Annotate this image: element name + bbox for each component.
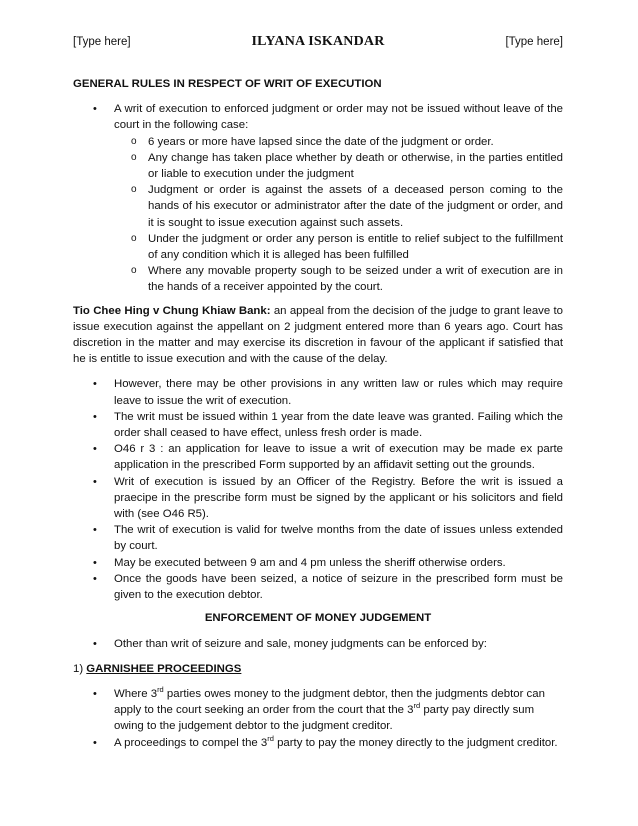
list-item: • The writ must be issued within 1 year from the date leave was granted. Failing which the order shall ceased to have effect, unless fresh order is made. <box>73 409 563 441</box>
list-item: • The writ of execution is valid for twelve months from the date of issues unless extended by court. <box>73 522 563 554</box>
superscript-rd: rd <box>413 701 421 711</box>
document-body <box>73 76 563 758</box>
section-heading-garnishee <box>73 661 563 677</box>
superscript-rd: rd <box>157 685 164 695</box>
list-item: • Once the goods have been seized, a notice of seizure in the prescribed form must be given to the execution debtor. <box>73 571 563 603</box>
section-heading-money-judgement: ENFORCEMENT OF MONEY JUDGEMENT <box>204 612 432 625</box>
list-item: • However, there may be other provisions in any written law or rules which may require leave to issue the writ of execution. <box>73 376 563 408</box>
execution-rules-list <box>73 376 563 603</box>
sub-list-item: o Judgment or order is against the assets of a deceased person coming to the hands of his executor or administrator after the date of the judgment or order, and it is sought to issue execution against such assets. <box>114 182 563 231</box>
list-item <box>73 686 563 735</box>
header-left-placeholder[interactable]: [Type here] <box>73 36 131 48</box>
garnishee-item-text: party to pay the money directly to the judgment creditor. <box>273 736 558 749</box>
leave-cases-sublist <box>114 134 563 296</box>
sub-list-item: o Any change has taken place whether by death or otherwise, in the parties entitled or liable to execution under the judgment <box>114 150 563 182</box>
sub-list-item: o 6 years or more have lapsed since the date of the judgment or order. <box>114 134 563 150</box>
list-item <box>73 101 563 295</box>
list-item: • O46 r 3 : an application for leave to issue a writ of execution may be made ex parte application in the prescribed Form supported by an affidavit setting out the grounds. <box>73 441 563 473</box>
superscript-rd: rd <box>267 733 274 743</box>
garnishee-item-text: party pay directly sum owing to the judgement debtor to the judgment creditor. <box>114 704 535 733</box>
list-item: • Writ of execution is issued by an Officer of the Registry. Before the writ is issued a praecipe in the prescribe form must be signed by the applicant or his solicitors and field with (see O46 R5). <box>73 474 563 523</box>
section-number: 1) <box>73 662 87 675</box>
list-item: • Other than writ of seizure and sale, money judgments can be enforced by: <box>73 636 563 652</box>
money-judgement-list <box>73 636 563 652</box>
garnishee-item-text: A proceedings to compel the 3 <box>114 736 268 749</box>
garnishee-list <box>73 686 563 751</box>
case-name: Tio Chee Hing v Chung Khiaw Bank: <box>73 304 271 317</box>
list-item <box>73 735 563 751</box>
general-rules-list <box>73 101 563 295</box>
case-text: an appeal from the decision of the judge to grant leave to issue execution against the appellant on 2 judgment entered more than 6 years ago. Court has discretion in the matter and may exercise its discretion in favour of the applicant if satisfied that he is entitle to issue execution and with the cause of the delay. <box>73 304 564 366</box>
garnishee-item-text: parties owes money to the judgment debtor, then the judgments debtor can apply to the court seeking an order from the court that the 3 <box>114 687 545 717</box>
section-heading-general-rules: GENERAL RULES IN RESPECT OF WRIT OF EXECUTION <box>73 78 382 90</box>
header-right-placeholder[interactable]: [Type here] <box>505 36 563 48</box>
list-item: • May be executed between 9 am and 4 pm unless the sheriff otherwise orders. <box>73 555 563 571</box>
garnishee-item-text: Where 3 <box>114 687 158 700</box>
case-paragraph <box>73 303 563 368</box>
garnishee-title: GARNISHEE PROCEEDINGS <box>86 662 242 675</box>
header-author-name: ILYANA ISKANDAR <box>251 34 385 49</box>
page-header <box>73 34 563 54</box>
leave-requirement-text: A writ of execution to enforced judgment or order may not be issued without leave of the court in the following case: <box>114 103 563 132</box>
sub-list-item: o Where any movable property sough to be seized under a writ of execution are in the hands of a receiver appointed by the court. <box>114 263 563 295</box>
sub-list-item: o Under the judgment or order any person is entitle to relief subject to the fulfillment of any condition which it is alleged has been fulfilled <box>114 231 563 263</box>
